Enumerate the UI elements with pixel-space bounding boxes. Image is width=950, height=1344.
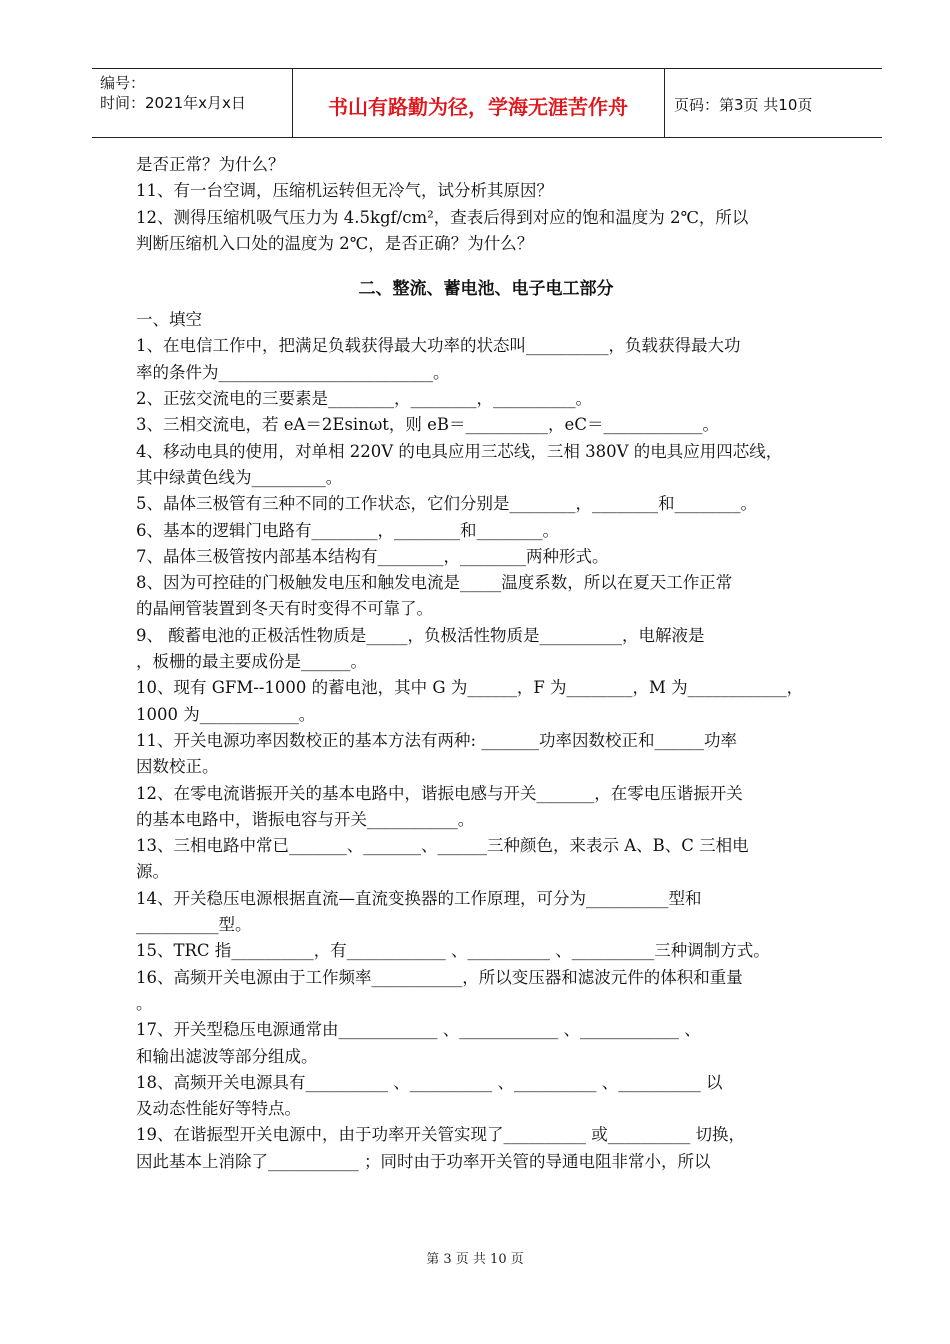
question-line: 17、开关型稳压电源通常由____________ 、____________ 、____________ 、 xyxy=(136,1020,701,1040)
question-line: 12、在零电流谐振开关的基本电路中，谐振电感与开关_______，在零电压谐振开关 xyxy=(136,783,743,803)
question-line: 13、三相电路中常已_______、_______、______三种颜色，来表示 A、B、C 三相电 xyxy=(136,836,749,856)
question-line: 5、晶体三极管有三种不同的工作状态，它们分别是________，________和________。 xyxy=(136,494,757,514)
question-line: 14、开关稳压电源根据直流—直流变换器的工作原理，可分为__________型和 xyxy=(136,888,702,908)
question-line: 的基本电路中，谐振电容与开关___________。 xyxy=(136,809,475,829)
question-line: 15、TRC 指__________，有____________ 、__________ 、__________三种调制方式。 xyxy=(136,941,770,961)
question-line: 因此基本上消除了___________ ；同时由于功率开关管的导通电阻非常小，所以 xyxy=(136,1151,711,1171)
question-line: 的晶闸管装置到冬天有时变得不可靠了。 xyxy=(136,599,433,619)
text-line: 12、测得压缩机吸气压力为 4.5kgf/cm²，查表后得到对应的饱和温度为 2℃，所以 xyxy=(136,207,749,227)
header-motto: 书山有路勤为径，学海无涯苦作舟 xyxy=(328,95,628,119)
question-line: 11、开关电源功率因数校正的基本方法有两种: _______功率因数校正和______功率 xyxy=(136,730,738,750)
question-line: 因数校正。 xyxy=(136,757,219,777)
question-line: 19、在谐振型开关电源中，由于功率开关管实现了__________ 或__________ 切换， xyxy=(136,1125,745,1145)
header-motto-cell xyxy=(292,69,665,137)
question-line: 及动态性能好等特点。 xyxy=(136,1099,301,1119)
question-line: 4、移动电具的使用，对单相 220V 的电具应用三芯线，三相 380V 的电具应用四芯线， xyxy=(136,441,783,461)
question-line: ，板栅的最主要成份是______。 xyxy=(136,652,367,672)
text-line: 11、有一台空调，压缩机运转但无冷气，试分析其原因？ xyxy=(136,181,553,201)
header-page-cell xyxy=(664,69,882,137)
question-line: 其中绿黄色线为_________。 xyxy=(136,467,343,487)
question-line: 源。 xyxy=(136,862,169,882)
question-line: 率的条件为__________________________。 xyxy=(136,362,450,382)
question-line: 1、在电信工作中，把满足负载获得最大功率的状态叫__________，负载获得最大功 xyxy=(136,336,741,356)
document-header xyxy=(92,68,882,138)
page-footer: 第 3 页 共 10 页 xyxy=(426,1252,524,1267)
question-line: 10、现有 GFM--1000 的蓄电池，其中 G 为______，F 为________，M 为____________， xyxy=(136,678,804,698)
question-line: 3、三相交流电，若 eA＝2Esinωt，则 eB＝__________，eC＝____________。 xyxy=(136,415,719,435)
subsection-heading: 一、填空 xyxy=(136,310,202,330)
question-line: 。 xyxy=(136,993,153,1013)
text-line: 判断压缩机入口处的温度为 2℃，是否正确？为什么？ xyxy=(136,233,534,253)
question-line: 6、基本的逻辑门电路有________，________和________。 xyxy=(136,520,559,540)
question-line: 18、高频开关电源具有__________ 、__________ 、__________ 、__________ 以 xyxy=(136,1072,723,1092)
question-line: 9、 酸蓄电池的正极活性物质是_____，负极活性物质是__________，电解液是 xyxy=(136,625,705,645)
question-line: __________型。 xyxy=(136,915,252,935)
question-line: 8、因为可控硅的门极触发电压和触发电流是_____温度系数，所以在夏天工作正常 xyxy=(136,573,733,593)
question-line: 和输出滤波等部分组成。 xyxy=(136,1046,318,1066)
text-line: 是否正常？为什么？ xyxy=(136,155,285,174)
header-info-cell xyxy=(92,69,293,137)
document-id-label: 编号： xyxy=(100,74,146,92)
page-body xyxy=(136,152,836,1175)
section-title: 二、整流、蓄电池、电子电工部分 xyxy=(358,279,614,300)
question-line: 16、高频开关电源由于工作频率___________，所以变压器和滤波元件的体积和重量 xyxy=(136,967,743,987)
header-page-number: 页码：第3页 共10页 xyxy=(674,96,813,114)
question-line: 1000 为____________。 xyxy=(136,704,316,724)
question-line: 2、正弦交流电的三要素是________，________，__________。 xyxy=(136,389,592,409)
document-time-label: 时间：2021年x月x日 xyxy=(100,94,246,112)
question-line: 7、晶体三极管按内部基本结构有________，________两种形式。 xyxy=(136,546,609,566)
